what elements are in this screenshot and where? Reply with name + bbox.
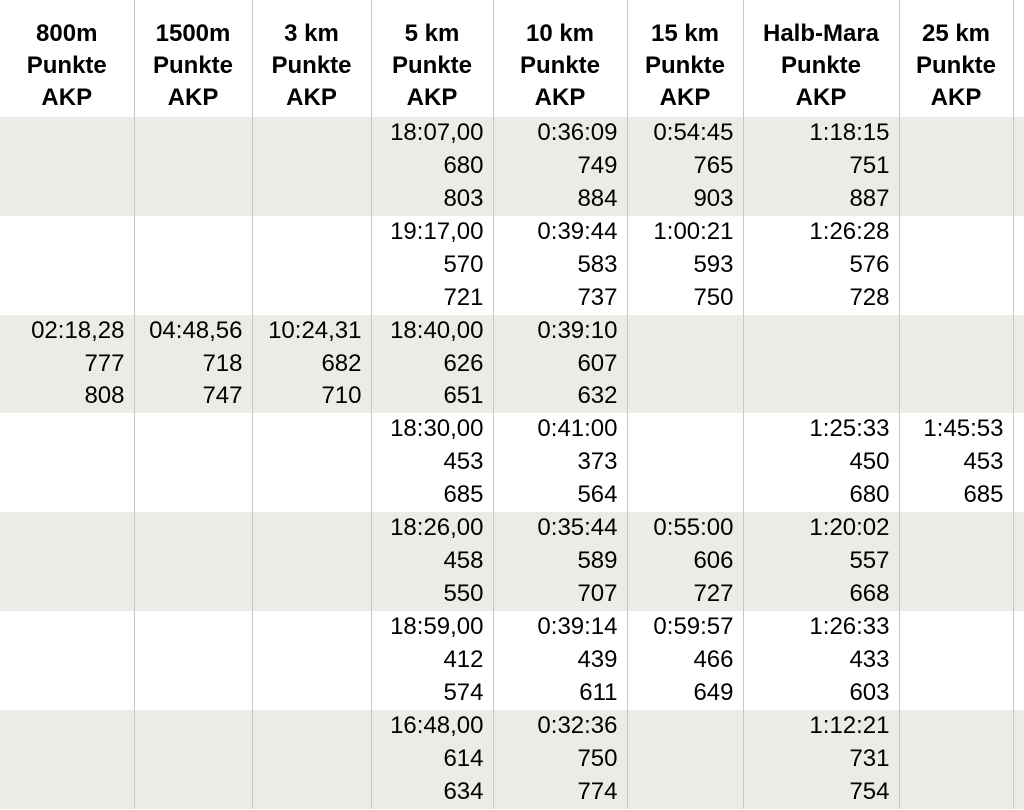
- table-cell: [0, 710, 134, 809]
- cell-value: 0:35:44: [537, 514, 618, 542]
- cell-value: 727: [693, 580, 734, 607]
- column-header-line: AKP: [41, 84, 93, 111]
- table-cell: [627, 512, 743, 611]
- column-header-line: Punkte: [644, 52, 725, 79]
- cell-value: 649: [693, 678, 734, 706]
- column-header-line: Punkte: [780, 52, 861, 79]
- cell-value: 728: [849, 283, 890, 311]
- table-cell: [252, 216, 371, 315]
- cell-value: 593: [693, 250, 734, 278]
- cell-value: 16:48,00: [390, 711, 484, 739]
- table-row: [0, 117, 1024, 216]
- cell-value: 680: [849, 481, 890, 509]
- table-row: [0, 315, 1024, 414]
- cell-value: 18:07,00: [390, 119, 484, 146]
- cell-value: 1:00:21: [653, 217, 734, 245]
- table-cell: [627, 710, 743, 809]
- cell-value: 682: [321, 349, 362, 377]
- cell-value: 576: [849, 250, 890, 278]
- cell-value: 0:39:14: [537, 612, 618, 640]
- cell-value: 731: [849, 744, 890, 772]
- cell-value: 1:12:21: [809, 711, 890, 739]
- cell-value: 18:40,00: [390, 316, 484, 344]
- table-cell: [0, 117, 134, 216]
- table-cell: [252, 413, 371, 512]
- cell-value: 668: [849, 580, 890, 607]
- table-cell: [134, 216, 252, 315]
- table-cell: [371, 710, 493, 809]
- cell-value: 439: [577, 645, 618, 673]
- table-cell: [134, 117, 252, 216]
- table-cell: [743, 117, 899, 216]
- cell-value: 634: [443, 777, 484, 805]
- table-cell: [899, 315, 1013, 414]
- cell-value: 466: [693, 645, 734, 673]
- table-row: [0, 512, 1024, 611]
- cell-value: 458: [443, 547, 484, 575]
- table-row: [0, 216, 1024, 315]
- column-header-line: AKP: [930, 84, 982, 111]
- table-cell: [493, 512, 627, 611]
- table-cell: [1013, 512, 1024, 611]
- cell-value: 626: [443, 349, 484, 377]
- cell-value: 453: [963, 448, 1004, 476]
- column-header-line: Punkte: [915, 52, 996, 79]
- table-cell: [1013, 710, 1024, 809]
- cell-value: 0:55:00: [653, 514, 734, 542]
- cell-value: 10:24,31: [268, 316, 362, 344]
- cell-value: 803: [443, 184, 484, 212]
- column-header-line: 1500m: [155, 20, 231, 47]
- cell-value: 606: [693, 547, 734, 575]
- cell-value: 450: [849, 448, 890, 476]
- table-cell: [134, 611, 252, 710]
- table-cell: [743, 710, 899, 809]
- cell-value: 1:45:53: [923, 415, 1004, 443]
- table-cell: [493, 216, 627, 315]
- column-header-line: 3 km: [284, 20, 339, 47]
- column-header-line: AKP: [167, 84, 219, 111]
- table-cell: [493, 611, 627, 710]
- cell-value: 808: [84, 382, 125, 410]
- cell-value: 721: [443, 283, 484, 311]
- cell-value: 685: [443, 481, 484, 509]
- table-cell: [1013, 117, 1024, 216]
- table-cell: [743, 216, 899, 315]
- cell-value: 04:48,56: [149, 316, 243, 344]
- table-cell: [899, 117, 1013, 216]
- table-cell: [134, 512, 252, 611]
- table-cell: [493, 710, 627, 809]
- cell-value: 750: [693, 283, 734, 311]
- cell-value: 0:39:10: [537, 316, 618, 344]
- cell-value: 1:26:28: [809, 217, 890, 245]
- column-header-line: AKP: [659, 84, 711, 111]
- table-cell: [1013, 216, 1024, 315]
- cell-value: 0:36:09: [537, 119, 618, 146]
- column-header: [252, 0, 371, 117]
- table-cell: [493, 413, 627, 512]
- cell-value: 0:41:00: [537, 415, 618, 443]
- cell-value: 747: [202, 382, 243, 410]
- column-header: [493, 0, 627, 117]
- column-header-line: Punkte: [152, 52, 233, 79]
- column-header-line: Punkte: [519, 52, 600, 79]
- table-cell: [493, 315, 627, 414]
- cell-value: 1:18:15: [809, 119, 890, 146]
- table-cell: [743, 413, 899, 512]
- column-header-line: AKP: [406, 84, 458, 111]
- cell-value: 710: [321, 382, 362, 410]
- table-cell: [252, 512, 371, 611]
- cell-value: 718: [202, 349, 243, 377]
- column-header: [743, 0, 899, 117]
- cell-value: 751: [849, 151, 890, 179]
- table-cell: [743, 315, 899, 414]
- table-row: [0, 413, 1024, 512]
- cell-value: 777: [84, 349, 125, 377]
- table-cell: [627, 413, 743, 512]
- cell-value: 18:26,00: [390, 514, 484, 542]
- column-header-line: AKP: [286, 84, 337, 111]
- table-cell: [899, 512, 1013, 611]
- cell-value: 1:26:33: [809, 612, 890, 640]
- cell-value: 774: [577, 777, 618, 805]
- table-cell: [0, 216, 134, 315]
- cell-value: 0:59:57: [653, 612, 734, 640]
- table-cell: [899, 413, 1013, 512]
- cell-value: 1:20:02: [809, 514, 890, 542]
- table-cell: [0, 512, 134, 611]
- column-header-line: 800m: [36, 20, 98, 47]
- cell-value: 19:17,00: [390, 217, 484, 245]
- column-header-line: Punkte: [271, 52, 352, 79]
- cell-value: 632: [577, 382, 618, 410]
- column-header: [899, 0, 1013, 117]
- table-cell: [134, 413, 252, 512]
- column-header-line: AKP: [795, 84, 847, 111]
- table-cell: [899, 216, 1013, 315]
- column-header: [0, 0, 134, 117]
- table-cell: [0, 315, 134, 414]
- table-cell: [252, 611, 371, 710]
- cell-value: 614: [443, 744, 484, 772]
- column-header-line: Punkte: [391, 52, 472, 79]
- table-cell: [743, 512, 899, 611]
- cell-value: 607: [577, 349, 618, 377]
- table-cell: [899, 710, 1013, 809]
- column-header-line: Halb-Mara: [762, 20, 880, 47]
- table-cell: [371, 413, 493, 512]
- table-cell: [252, 315, 371, 414]
- cell-value: 707: [577, 580, 618, 607]
- table-cell: [134, 710, 252, 809]
- table-cell: [371, 512, 493, 611]
- cell-value: 884: [577, 184, 618, 212]
- table-cell: [627, 216, 743, 315]
- table-cell: [134, 315, 252, 414]
- table-cell: [1013, 413, 1024, 512]
- table-cell: [371, 315, 493, 414]
- cell-value: 887: [849, 184, 890, 212]
- table-cell: [371, 611, 493, 710]
- table-cell: [371, 216, 493, 315]
- cell-value: 574: [443, 678, 484, 706]
- cell-value: 557: [849, 547, 890, 575]
- table-cell: [0, 611, 134, 710]
- table-cell: [627, 611, 743, 710]
- table-cell: [627, 315, 743, 414]
- table-cell: [1013, 315, 1024, 414]
- cell-value: 750: [577, 744, 618, 772]
- column-header-line: 25 km: [921, 20, 991, 47]
- table-cell: [1013, 611, 1024, 710]
- cell-value: 903: [693, 184, 734, 212]
- cell-value: 749: [577, 151, 618, 179]
- cell-value: 18:59,00: [390, 612, 484, 640]
- column-header-line: AKP: [534, 84, 586, 111]
- cell-value: 1:25:33: [809, 415, 890, 443]
- cell-value: 603: [849, 678, 890, 706]
- cell-value: 570: [443, 250, 484, 278]
- table-row: [0, 611, 1024, 710]
- column-header-line: Punkte: [26, 52, 107, 79]
- cell-value: 685: [963, 481, 1004, 509]
- cell-value: 433: [849, 645, 890, 673]
- cell-value: 589: [577, 547, 618, 575]
- column-header: [371, 0, 493, 117]
- cell-value: 0:32:36: [537, 711, 618, 739]
- column-header-line: 5 km: [404, 20, 460, 47]
- table-cell: [493, 117, 627, 216]
- cell-value: 754: [849, 777, 890, 805]
- column-header-line: 10 km: [525, 20, 595, 47]
- cell-value: 18:30,00: [390, 415, 484, 443]
- cell-value: 550: [443, 580, 484, 607]
- table-cell: [252, 117, 371, 216]
- cell-value: 680: [443, 151, 484, 179]
- header-row: [0, 0, 1024, 117]
- cell-value: 0:39:44: [537, 217, 618, 245]
- column-header: [627, 0, 743, 117]
- cell-value: 412: [443, 645, 484, 673]
- cell-value: 737: [577, 283, 618, 311]
- cell-value: 373: [577, 448, 618, 476]
- cell-value: 765: [693, 151, 734, 179]
- cell-value: 564: [577, 481, 618, 509]
- table-cell: [252, 710, 371, 809]
- cell-value: 583: [577, 250, 618, 278]
- cell-value: 0:54:45: [653, 119, 734, 146]
- cell-value: 611: [579, 678, 618, 706]
- cell-value: 02:18,28: [31, 316, 125, 344]
- cell-value: 453: [443, 448, 484, 476]
- table-cell: [371, 117, 493, 216]
- column-header: [1013, 0, 1024, 117]
- column-header-line: 15 km: [650, 20, 720, 47]
- table-cell: [743, 611, 899, 710]
- column-header: [134, 0, 252, 117]
- cell-value: 651: [443, 382, 484, 410]
- table-cell: [627, 117, 743, 216]
- table-row: [0, 710, 1024, 809]
- table-cell: [899, 611, 1013, 710]
- table-cell: [0, 413, 134, 512]
